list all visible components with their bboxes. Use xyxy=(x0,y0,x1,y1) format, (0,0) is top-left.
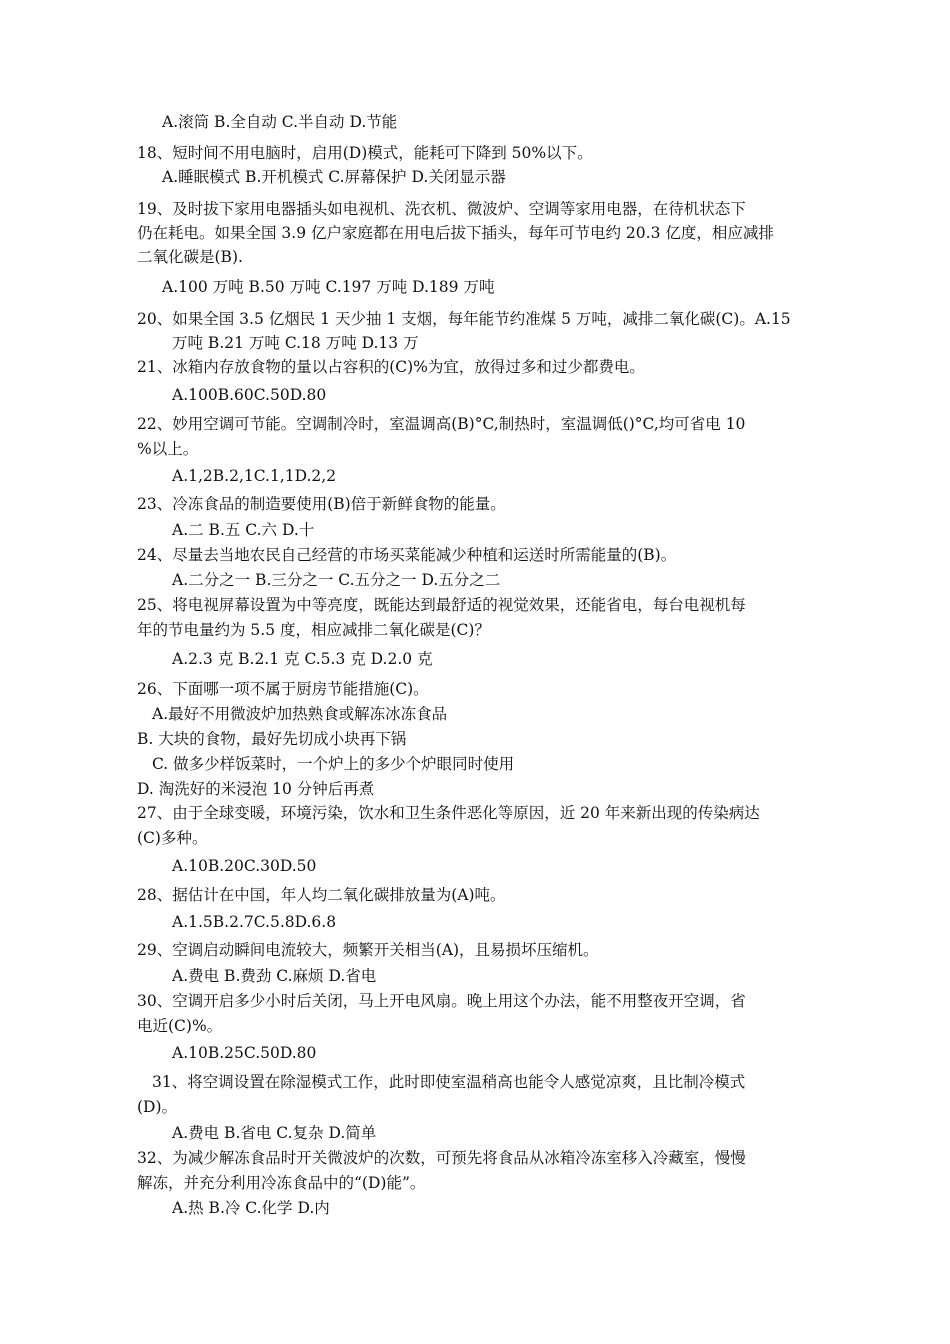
q19-options: A.100 万吨 B.50 万吨 C.197 万吨 D.189 万吨 xyxy=(162,278,495,296)
q28-text: 28、据估计在中国，年人均二氧化碳排放量为(A)吨。 xyxy=(137,886,506,904)
q27-text-line2: (C)多种。 xyxy=(137,829,208,847)
q23-text: 23、冷冻食品的制造要使用(B)倍于新鲜食物的能量。 xyxy=(137,495,506,513)
q24-text: 24、尽量去当地农民自己经营的市场买菜能减少种植和运送时所需能量的(B)。 xyxy=(137,546,677,564)
q27-text-line1: 27、由于全球变暖，环境污染，饮水和卫生条件恶化等原因，近 20 年来新出现的传染病达 xyxy=(137,804,760,822)
q22-options: A.1,2B.2,1C.1,1D.2,2 xyxy=(172,467,337,485)
q25-text-line1: 25、将电视屏幕设置为中等亮度，既能达到最舒适的视觉效果，还能省电，每台电视机每 xyxy=(137,596,746,614)
q18-text: 18、短时间不用电脑时，启用(D)模式，能耗可下降到 50%以下。 xyxy=(137,144,593,162)
q23-options: A.二 B.五 C.六 D.十 xyxy=(172,521,315,539)
q21-options: A.100B.60C.50D.80 xyxy=(172,386,327,404)
q29-options: A.费电 B.费劲 C.麻烦 D.省电 xyxy=(172,967,377,985)
q29-text: 29、空调启动瞬间电流较大，频繁开关相当(A)，且易损坏压缩机。 xyxy=(137,941,599,959)
q26-option-d: D. 淘洗好的米浸泡 10 分钟后再煮 xyxy=(137,780,375,798)
q20-text-line2: 万吨 B.21 万吨 C.18 万吨 D.13 万 xyxy=(172,334,419,352)
q25-options: A.2.3 克 B.2.1 克 C.5.3 克 D.2.0 克 xyxy=(172,650,433,668)
q32-text-line1: 32、为减少解冻食品时开关微波炉的次数，可预先将食品从冰箱冷冻室移入冷藏室，慢慢 xyxy=(137,1149,746,1167)
q31-text-line2: (D)。 xyxy=(137,1098,178,1116)
q19-text-line2: 仍在耗电。如果全国 3.9 亿户家庭都在用电后拔下插头，每年可节电约 20.3 亿度，相应减排 xyxy=(137,224,774,242)
q32-text-line2: 解冻，并充分利用冷冻食品中的“(D)能”。 xyxy=(137,1174,426,1192)
q18-options: A.睡眠模式 B.开机模式 C.屏幕保护 D.关闭显示器 xyxy=(162,168,506,186)
q26-text: 26、下面哪一项不属于厨房节能措施(C)。 xyxy=(137,680,429,698)
q31-text-line1: 31、将空调设置在除湿模式工作，此时即使室温稍高也能令人感觉凉爽，且比制冷模式 xyxy=(152,1073,746,1091)
q26-option-b: B. 大块的食物，最好先切成小块再下锅 xyxy=(137,730,407,748)
q26-option-c: C. 做多少样饭菜时，一个炉上的多少个炉眼同时使用 xyxy=(152,755,515,773)
q28-options: A.1.5B.2.7C.5.8D.6.8 xyxy=(172,913,337,931)
q32-options: A.热 B.冷 C.化学 D.内 xyxy=(172,1199,330,1217)
q30-text-line1: 30、空调开启多少小时后关闭，马上开电风扇。晚上用这个办法，能不用整夜开空调，省 xyxy=(137,992,746,1010)
q25-text-line2: 年的节电量约为 5.5 度，相应减排二氧化碳是(C)？ xyxy=(137,621,490,639)
q30-options: A.10B.25C.50D.80 xyxy=(172,1044,317,1062)
q19-text-line1: 19、及时拔下家用电器插头如电视机、洗衣机、微波炉、空调等家用电器，在待机状态下 xyxy=(137,200,746,218)
q27-options: A.10B.20C.30D.50 xyxy=(172,857,317,875)
q17-options: A.滚筒 B.全自动 C.半自动 D.节能 xyxy=(162,113,398,131)
q20-text-line1: 20、如果全国 3.5 亿烟民 1 天少抽 1 支烟，每年能节约准煤 5 万吨，减排二氧化碳(C)。A.15 xyxy=(137,310,791,328)
q21-text: 21、冰箱内存放食物的量以占容积的(C)%为宜，放得过多和过少都费电。 xyxy=(137,358,645,376)
q22-text-line2: %以上。 xyxy=(137,440,199,458)
q30-text-line2: 电近(C)%。 xyxy=(137,1017,223,1035)
q22-text-line1: 22、妙用空调可节能。空调制冷时，室温调高(B)°C,制热时，室温调低()°C,均可省电 10 xyxy=(137,415,746,433)
q24-options: A.二分之一 B.三分之一 C.五分之一 D.五分之二 xyxy=(172,571,501,589)
q19-text-line3: 二氧化碳是(B). xyxy=(137,248,243,266)
q31-options: A.费电 B.省电 C.复杂 D.简单 xyxy=(172,1124,377,1142)
q26-option-a: A.最好不用微波炉加热熟食或解冻冰冻食品 xyxy=(152,705,448,723)
